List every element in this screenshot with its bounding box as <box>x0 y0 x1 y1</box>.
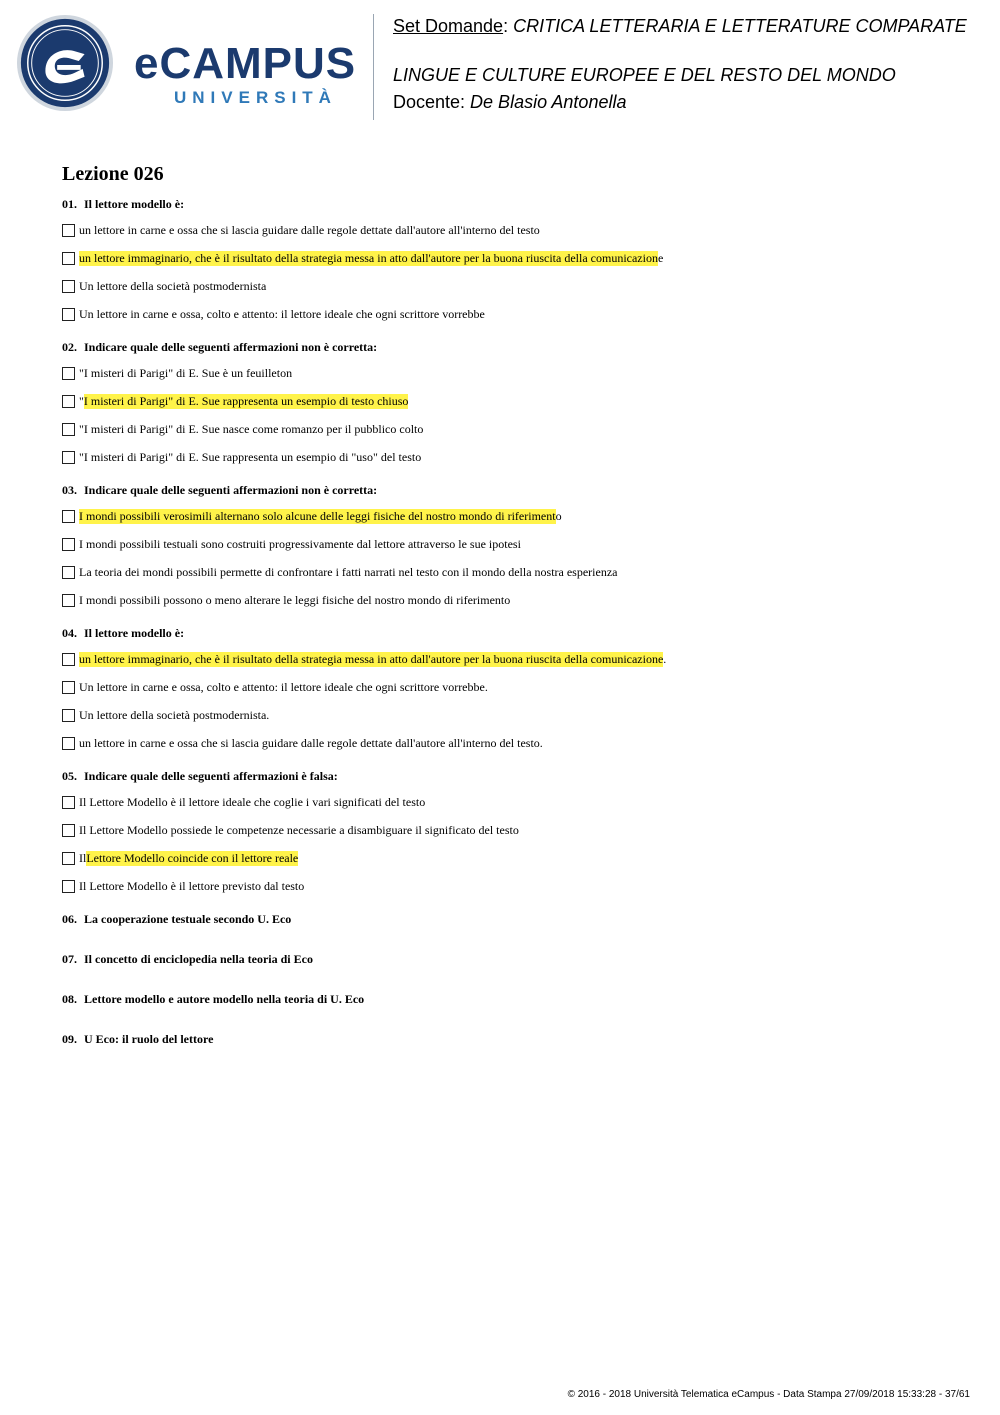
answer-text-highlighted: I misteri di Parigi" di E. Sue rappresenta un esempio di testo chiuso <box>83 393 409 408</box>
answer-text-highlighted: un lettore immaginario, che è il risultato della strategia messa in atto dall'autore per la buona riuscita della comunicazion <box>79 250 658 265</box>
answer-checkbox[interactable] <box>62 224 75 237</box>
answer-checkbox[interactable] <box>62 681 75 694</box>
answer-text: e <box>657 250 664 265</box>
answer-option[interactable] <box>62 364 962 382</box>
answer-text-highlighted: un lettore immaginario, che è il risultato della strategia messa in atto dall'autore per la buona riuscita della comunicazione <box>79 651 664 666</box>
question-block <box>62 197 962 323</box>
question-text: U Eco: il ruolo del lettore <box>84 1032 214 1046</box>
answer-checkbox[interactable] <box>62 252 75 265</box>
answer-checkbox[interactable] <box>62 653 75 666</box>
answer-text: " <box>79 393 84 408</box>
answer-option[interactable] <box>62 877 962 895</box>
open-question <box>62 1032 962 1046</box>
answer-text: I mondi possibili possono o meno alterare le leggi fisiche del nostro mondo di riferimento <box>79 592 511 607</box>
course-name: CRITICA LETTERARIA E LETTERATURE COMPARATE <box>513 16 967 36</box>
multiple-choice-questions <box>62 197 962 895</box>
open-question <box>62 992 962 1006</box>
answer-option[interactable] <box>62 563 962 581</box>
answer-checkbox[interactable] <box>62 395 75 408</box>
answer-checkbox[interactable] <box>62 709 75 722</box>
question-text: Indicare quale delle seguenti affermazioni non è corretta: <box>84 483 378 497</box>
question-number: 09. <box>62 1032 77 1046</box>
answer-text: "I misteri di Parigi" di E. Sue rappresenta un esempio di "uso" del testo <box>79 449 422 464</box>
question-text: Indicare quale delle seguenti affermazioni è falsa: <box>84 769 338 783</box>
answer-options <box>62 364 962 466</box>
question-title <box>62 769 962 783</box>
teacher-name: De Blasio Antonella <box>470 92 627 112</box>
answer-option[interactable] <box>62 277 962 295</box>
answer-text-highlighted: I mondi possibili verosimili alternano solo alcune delle leggi fisiche del nostro mondo di riferiment <box>79 508 556 523</box>
answer-checkbox[interactable] <box>62 824 75 837</box>
answer-checkbox[interactable] <box>62 280 75 293</box>
question-text: Il lettore modello è: <box>84 197 185 211</box>
lesson-content <box>62 160 962 1072</box>
answer-option[interactable] <box>62 249 962 267</box>
question-block <box>62 483 962 609</box>
answer-text: Il Lettore Modello è il lettore previsto dal testo <box>79 878 305 893</box>
open-question <box>62 952 962 966</box>
set-domande-line <box>393 15 967 37</box>
answer-text: un lettore in carne e ossa che si lascia guidare dalle regole dettate dall'autore all'interno del testo <box>79 222 540 237</box>
answer-option[interactable] <box>62 221 962 239</box>
answer-option[interactable] <box>62 392 962 410</box>
question-text: Il lettore modello è: <box>84 626 185 640</box>
answer-text: I mondi possibili testuali sono costruiti progressivamente dal lettore attraverso le sue ipotesi <box>79 536 521 551</box>
answer-option[interactable] <box>62 420 962 438</box>
teacher-label: Docente: <box>393 92 471 112</box>
question-number: 07. <box>62 952 77 966</box>
answer-option[interactable] <box>62 305 962 323</box>
answer-option[interactable] <box>62 448 962 466</box>
answer-checkbox[interactable] <box>62 308 75 321</box>
answer-options <box>62 507 962 609</box>
question-text: Lettore modello e autore modello nella teoria di U. Eco <box>84 992 365 1006</box>
answer-options <box>62 650 962 752</box>
answer-option[interactable] <box>62 793 962 811</box>
answer-text: Un lettore in carne e ossa, colto e attento: il lettore ideale che ogni scrittore vorrebbe <box>79 306 485 321</box>
question-number: 05. <box>62 769 77 783</box>
page-footer: © 2016 - 2018 Università Telematica eCampus - Data Stampa 27/09/2018 15:33:28 - 37/61 <box>567 1389 970 1400</box>
question-block <box>62 340 962 466</box>
answer-checkbox[interactable] <box>62 423 75 436</box>
answer-checkbox[interactable] <box>62 737 75 750</box>
answer-text: . <box>663 651 667 666</box>
answer-text: Il Lettore Modello possiede le competenze necessarie a disambiguare il significato del testo <box>79 822 519 837</box>
question-number: 01. <box>62 197 77 211</box>
answer-text-highlighted: Lettore Modello coincide con il lettore reale <box>86 850 299 865</box>
question-block <box>62 769 962 895</box>
answer-text: Un lettore della società postmodernista <box>79 278 267 293</box>
question-number: 04. <box>62 626 77 640</box>
answer-option[interactable] <box>62 849 962 867</box>
answer-option[interactable] <box>62 650 962 668</box>
answer-text: "I misteri di Parigi" di E. Sue nasce come romanzo per il pubblico colto <box>79 421 424 436</box>
teacher-line <box>393 91 626 113</box>
ecampus-logo-wordmark <box>134 39 357 108</box>
answer-checkbox[interactable] <box>62 880 75 893</box>
answer-checkbox[interactable] <box>62 538 75 551</box>
header-divider <box>373 14 374 120</box>
answer-text: Un lettore della società postmodernista. <box>79 707 270 722</box>
answer-option[interactable] <box>62 734 962 752</box>
answer-checkbox[interactable] <box>62 796 75 809</box>
logo-brand-text: eCAMPUS <box>134 39 357 88</box>
answer-text: o <box>555 508 562 523</box>
set-label: Set Domande <box>393 16 504 36</box>
answer-option[interactable] <box>62 821 962 839</box>
lesson-title: Lezione 026 <box>62 163 164 185</box>
degree-name: LINGUE E CULTURE EUROPEE E DEL RESTO DEL MONDO <box>393 65 896 85</box>
answer-checkbox[interactable] <box>62 594 75 607</box>
question-number: 08. <box>62 992 77 1006</box>
answer-option[interactable] <box>62 535 962 553</box>
answer-option[interactable] <box>62 706 962 724</box>
answer-options <box>62 221 962 323</box>
answer-checkbox[interactable] <box>62 367 75 380</box>
answer-text: La teoria dei mondi possibili permette di confrontare i fatti narrati nel testo con il mondo della nostra esperienza <box>79 564 618 579</box>
question-text: La cooperazione testuale secondo U. Eco <box>84 912 292 926</box>
answer-option[interactable] <box>62 507 962 525</box>
answer-option[interactable] <box>62 678 962 696</box>
question-title <box>62 483 962 497</box>
answer-text: Il Lettore Modello è il lettore ideale che coglie i vari significati del testo <box>79 794 426 809</box>
answer-text: "I misteri di Parigi" di E. Sue è un feuilleton <box>79 365 293 380</box>
open-questions <box>62 912 962 1046</box>
answer-text: Un lettore in carne e ossa, colto e attento: il lettore ideale che ogni scrittore vorrebbe. <box>79 679 488 694</box>
ecampus-seal-icon <box>16 14 114 112</box>
answer-text: Il <box>79 850 87 865</box>
question-text: Il concetto di enciclopedia nella teoria di Eco <box>84 952 313 966</box>
answer-text: un lettore in carne e ossa che si lascia guidare dalle regole dettate dall'autore all'interno del testo. <box>79 735 543 750</box>
logo-sub-text: UNIVERSITÀ <box>174 88 337 107</box>
question-number: 02. <box>62 340 77 354</box>
open-question <box>62 912 962 926</box>
question-number: 03. <box>62 483 77 497</box>
question-text: Indicare quale delle seguenti affermazioni non è corretta: <box>84 340 378 354</box>
answer-options <box>62 793 962 895</box>
question-title <box>62 626 962 640</box>
question-block <box>62 626 962 752</box>
question-number: 06. <box>62 912 77 926</box>
page-header <box>0 0 1000 135</box>
answer-checkbox[interactable] <box>62 510 75 523</box>
answer-checkbox[interactable] <box>62 451 75 464</box>
answer-checkbox[interactable] <box>62 852 75 865</box>
answer-checkbox[interactable] <box>62 566 75 579</box>
set-separator: : <box>503 16 514 36</box>
answer-option[interactable] <box>62 591 962 609</box>
question-title <box>62 197 962 211</box>
question-title <box>62 340 962 354</box>
